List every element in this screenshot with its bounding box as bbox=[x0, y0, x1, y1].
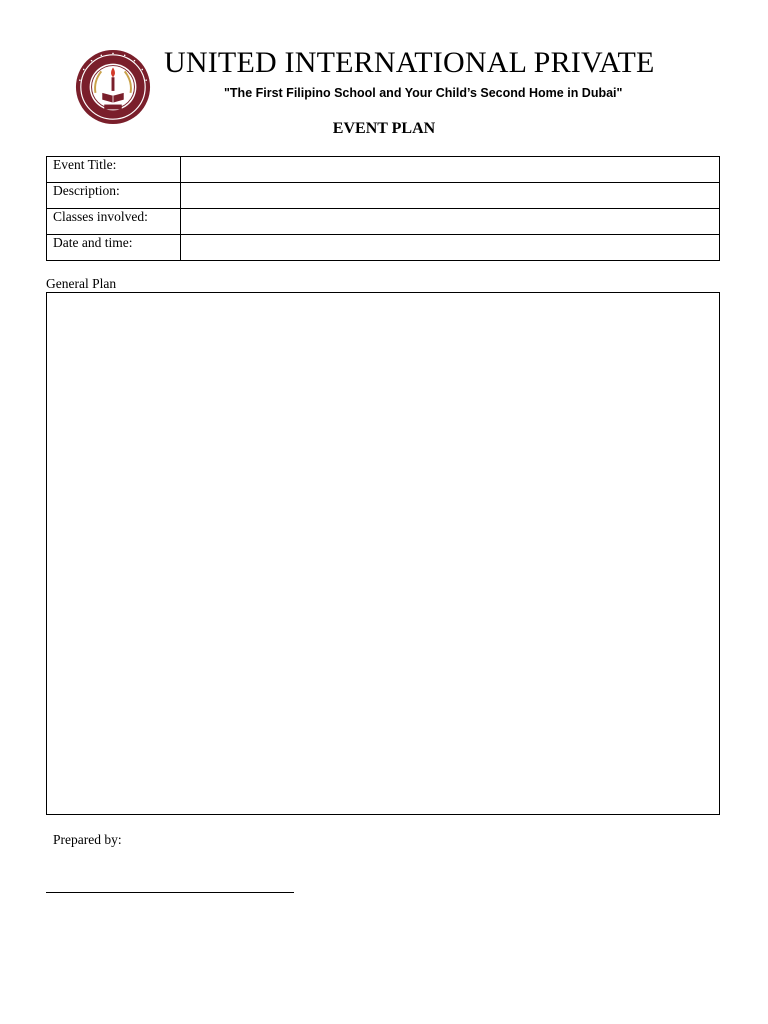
table-row bbox=[47, 209, 720, 235]
table-row bbox=[47, 183, 720, 209]
general-plan-label: General Plan bbox=[46, 276, 117, 291]
description-label: Description: bbox=[47, 183, 181, 209]
signature-line[interactable] bbox=[46, 892, 294, 893]
prepared-by-label: Prepared by: bbox=[53, 832, 122, 847]
date-and-time-field[interactable] bbox=[181, 235, 720, 261]
document-header bbox=[74, 44, 714, 120]
school-logo bbox=[74, 48, 152, 126]
event-title-label: Event Title: bbox=[47, 157, 181, 183]
school-tagline: "The First Filipino School and Your Child’s Second Home in Dubai" bbox=[224, 86, 623, 100]
date-and-time-label: Date and time: bbox=[47, 235, 181, 261]
table-row bbox=[47, 235, 720, 261]
general-plan-box[interactable] bbox=[46, 292, 720, 815]
classes-involved-field[interactable] bbox=[181, 209, 720, 235]
classes-involved-label: Classes involved: bbox=[47, 209, 181, 235]
table-row bbox=[47, 157, 720, 183]
description-field[interactable] bbox=[181, 183, 720, 209]
document-title: EVENT PLAN bbox=[332, 120, 436, 137]
event-info-table bbox=[46, 156, 720, 261]
event-title-field[interactable] bbox=[181, 157, 720, 183]
school-name: UNITED INTERNATIONAL PRIVATE bbox=[164, 46, 655, 79]
